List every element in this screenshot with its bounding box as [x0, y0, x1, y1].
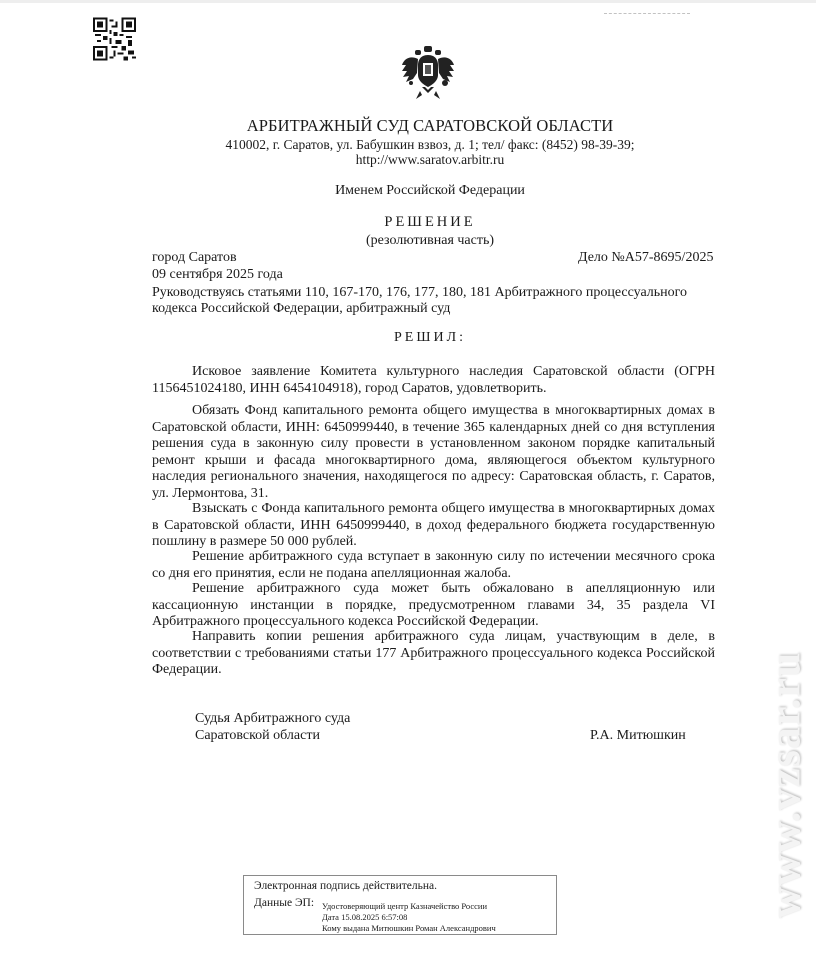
ruling-paragraph: Взыскать с Фонда капитального ремонта общего имущества в многоквартирных домах в Саратовской области, ИНН 6450999440, в доход федерального бюджета государственную пошлину в размере 50 000 рублей.: [152, 501, 715, 549]
e-signature-issued-to: Кому выдана Митюшкин Роман Александрович: [322, 923, 496, 933]
ruling-paragraph: Направить копии решения арбитражного суда лицам, участвующим в деле, в соответствии с требованиями статьи 177 Арбитражного процессуального кодекса Российской Федерации.: [152, 629, 715, 677]
guided-by-line-2: кодекса Российской Федерации, арбитражный суд: [152, 301, 451, 316]
judge-name: Р.А. Митюшкин: [590, 728, 686, 743]
decision-title: РЕШЕНИЕ: [384, 214, 476, 230]
qr-code-icon: [93, 17, 136, 61]
ruling-paragraph: Исковое заявление Комитета культурного наследия Саратовской области (ОГРН 1156451024180, ИНН 6454104918), город Саратов, удовлетворить.: [152, 364, 715, 396]
header-stamp-text: [604, 13, 690, 20]
e-signature-date: Дата 15.08.2025 6:57:08: [322, 912, 408, 922]
ruling-paragraph: Решение арбитражного суда может быть обжаловано в апелляционную или кассационную инстанции в порядке, предусмотренном главами 34, 35 раздела VI Арбитражного процессуального кодекса Российской Федерации.: [152, 581, 715, 629]
ruling-paragraph: Обязать Фонд капитального ремонта общего имущества в многоквартирных домах в Саратовской области, ИНН: 6450999440, в течение 365 календарных дней со дня вступления решения суда в законную силу провести в установленном законом порядке капитальный ремонт крыши и фасада многоквартирного дома, являющегося объектом культурного наследия регионального значения, находящегося по адресу: Саратовская область, г. Саратов, ул. Лермонтова, 31.: [152, 403, 715, 501]
guided-by-line-1: Руководствуясь статьями 110, 167-170, 176, 177, 180, 181 Арбитражного процессуального: [152, 285, 688, 300]
e-signature-data-label: Данные ЭП:: [254, 897, 315, 909]
e-signature-valid: Электронная подпись действительна.: [254, 880, 437, 892]
page-top-border: [0, 0, 816, 3]
e-signature-issuer: Удостоверяющий центр Казначейство России: [322, 901, 488, 911]
court-name: АРБИТРАЖНЫЙ СУД САРАТОВСКОЙ ОБЛАСТИ: [246, 116, 614, 135]
in-the-name-line: Именем Российской Федерации: [335, 183, 525, 198]
court-address: 410002, г. Саратов, ул. Бабушкин взвоз, д. 1; тел/ факс: (8452) 98-39-39;: [225, 137, 635, 152]
ruled-heading: РЕШИЛ:: [394, 330, 466, 345]
case-number: Дело №А57-8695/2025: [578, 250, 714, 265]
decision-subtitle: (резолютивная часть): [365, 233, 495, 248]
court-website-link[interactable]: http://www.saratov.arbitr.ru: [355, 152, 505, 167]
decision-date: 09 сентября 2025 года: [152, 267, 283, 282]
watermark: [760, 620, 810, 950]
watermark-text: www.vzsar.ru: [760, 651, 810, 919]
coat-of-arms-icon: [398, 43, 458, 103]
judge-title-line-2: Саратовской области: [195, 728, 320, 743]
judge-title-line-1: Судья Арбитражного суда: [195, 711, 351, 726]
e-signature-box: [243, 875, 557, 935]
city: город Саратов: [152, 250, 237, 265]
ruling-paragraph: Решение арбитражного суда вступает в законную силу по истечении месячного срока со дня его принятия, если не подана апелляционная жалоба.: [152, 549, 715, 581]
